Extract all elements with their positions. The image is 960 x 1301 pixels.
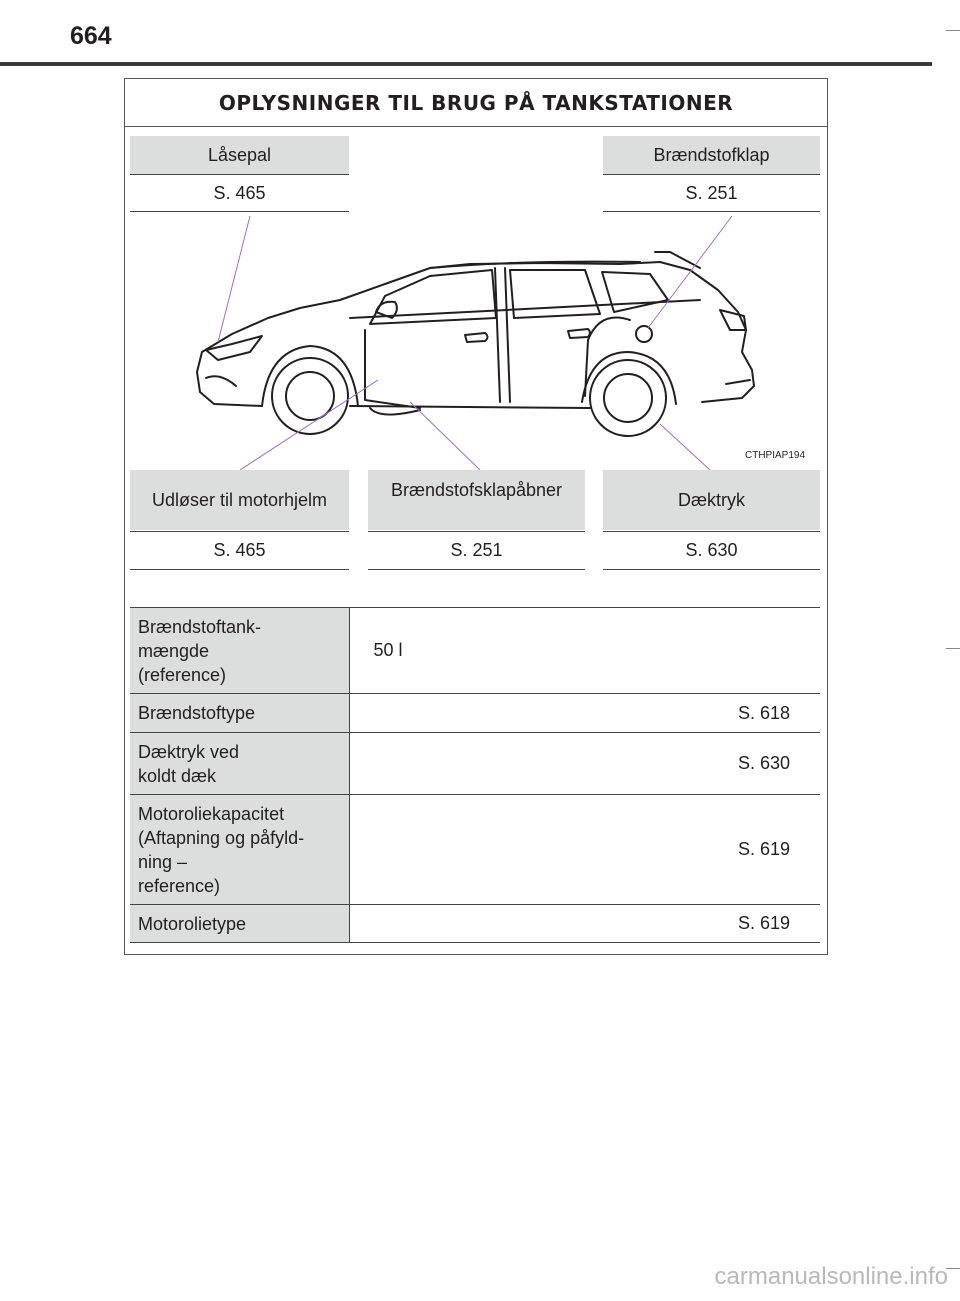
fuel-flap-label: Brændstofklap	[603, 136, 820, 174]
image-code: CTHPIAP194	[745, 450, 806, 461]
tire-pressure-ref: S. 630	[603, 532, 820, 570]
spec-key: Motoroliekapacitet (Aftapning og påfyld- ning – reference)	[130, 795, 349, 905]
car-illustration	[130, 212, 820, 470]
page-number: 664	[70, 22, 112, 50]
spec-key: Brændstoftank- mængde (reference)	[130, 608, 349, 694]
spec-value: S. 619	[349, 905, 820, 943]
fuel-flap-opener-label: Brændstofsklapåbner	[368, 470, 585, 530]
hood-release-label: Udløser til motorhjelm	[130, 470, 349, 530]
table-row	[130, 905, 820, 943]
table-row	[130, 733, 820, 795]
spec-value: 50 l	[349, 608, 820, 694]
fuel-flap-opener-ref: S. 251	[368, 532, 585, 570]
spec-value: S. 618	[349, 694, 820, 733]
spec-value: S. 630	[349, 733, 820, 795]
spec-key: Brændstoftype	[130, 694, 349, 733]
spec-value: S. 619	[349, 795, 820, 905]
spec-table	[130, 607, 820, 943]
tire-pressure-label: Dæktryk	[603, 470, 820, 530]
table-row	[130, 694, 820, 733]
watermark[interactable]: carmanualsonline.info	[714, 1263, 948, 1290]
crop-mark	[946, 30, 960, 31]
fuel-flap-ref: S. 251	[603, 175, 820, 212]
table-row	[130, 608, 820, 694]
header-rule	[0, 62, 932, 66]
spec-key: Motorolietype	[130, 905, 349, 943]
hood-release-ref: S. 465	[130, 532, 349, 570]
hood-lock-label: Låsepal	[130, 136, 349, 174]
crop-mark	[946, 648, 960, 649]
table-row	[130, 795, 820, 905]
crop-mark	[946, 1268, 960, 1269]
spec-key: Dæktryk ved koldt dæk	[130, 733, 349, 795]
hood-lock-ref: S. 465	[130, 175, 349, 212]
frame-title: OPLYSNINGER TIL BRUG PÅ TANKSTATIONER	[125, 79, 827, 127]
